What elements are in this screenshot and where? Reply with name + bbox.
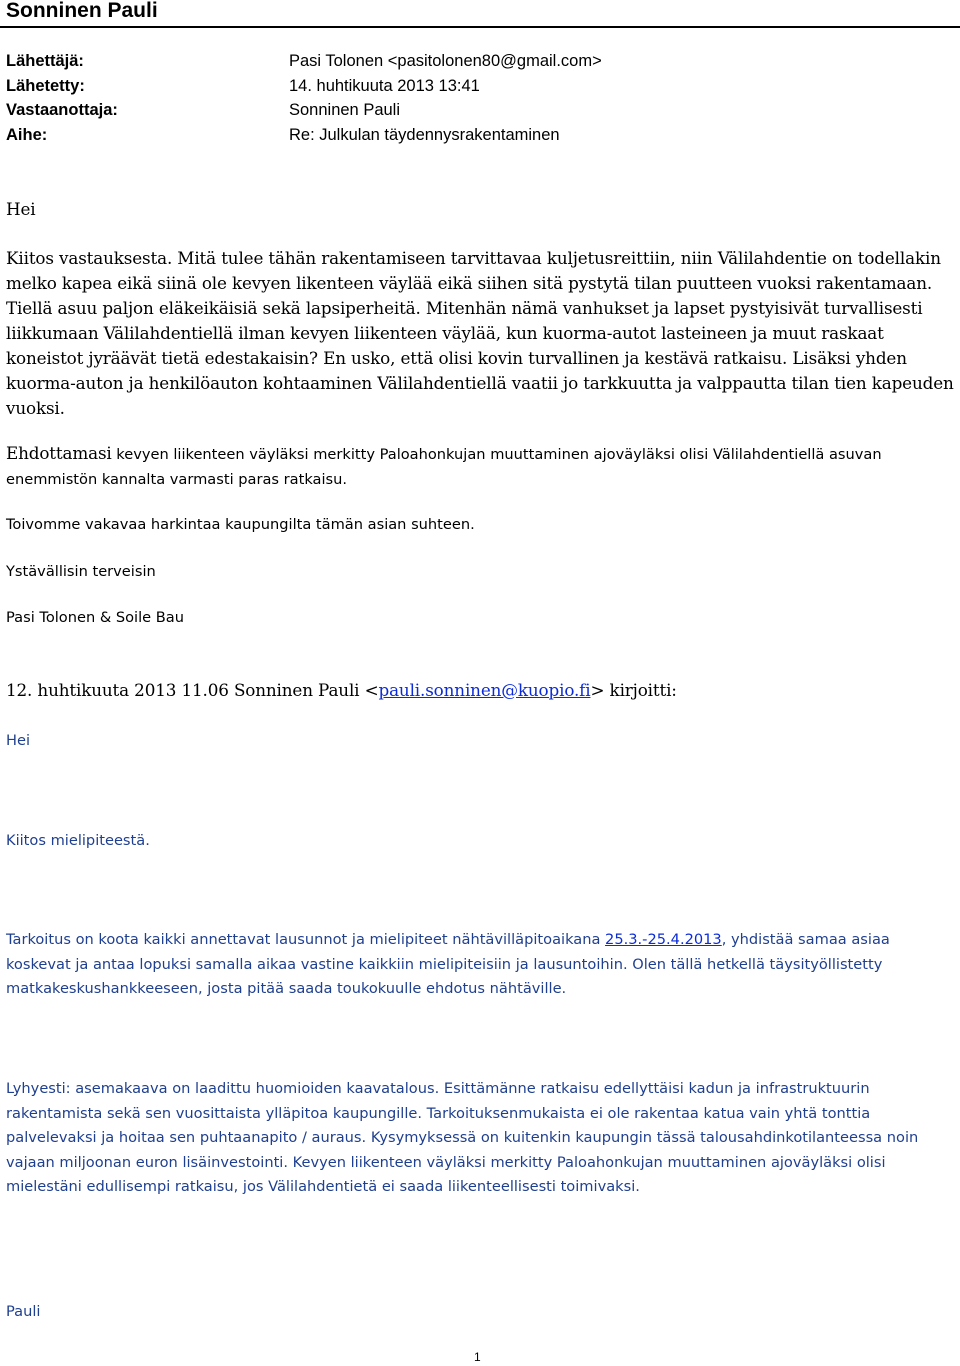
sent-label: Lähetetty: xyxy=(6,76,85,95)
quoted-paragraph-2: Lyhyesti: asemakaava on laadittu huomioiden kaavatalous. Esittämänne ratkaisu edellyttäisi kadun ja infrastruktuurin rakentamista sekä sen vuosittaista ylläpitoa kaupungille. Tarkoituksenmukaista ei ole rakentaa katua vain yhtä tonttia palvelevaksi ja hoitaa sen puhtaanapito / auraus. Kysymyksessä on kuitenkin kaupungin tässä talousahdinkotilanteessa noin vajaan miljoonan euron lisäinvestointi. Kevyen liikenteen väyläksi merkitty Paloahonkujan muuttaminen ajoväyläksi olisi mielestäni edullisempi ratkaisu, jos Välilahdentietä ei saada liikenteellisesti toimivaksi. xyxy=(6,1080,919,1195)
from-value: Pasi Tolonen <pasitolonen80@gmail.com> xyxy=(289,52,602,70)
to-value: Sonninen Pauli xyxy=(289,101,401,119)
quote-intro-after: > kirjoitti: xyxy=(590,680,677,700)
title-divider xyxy=(0,26,960,28)
quoted-greeting: Hei xyxy=(6,732,31,749)
email-header-fields xyxy=(6,49,602,147)
header-row-to xyxy=(6,98,602,123)
reply-greeting: Hei xyxy=(6,199,36,219)
quoted-paragraph-1-before: Tarkoitus on koota kaikki annettavat lausunnot ja mielipiteet nähtävilläpitoaikana xyxy=(6,931,606,948)
header-row-subject xyxy=(6,123,602,148)
reply-paragraph-3: Toivomme vakavaa harkintaa kaupungilta tämän asian suhteen. xyxy=(6,516,475,533)
subject-label: Aihe: xyxy=(6,125,48,144)
reply-signature: Pasi Tolonen & Soile Bau xyxy=(6,609,184,626)
quoted-thanks: Kiitos mielipiteestä. xyxy=(6,832,150,849)
reply-paragraph-2-lead: Ehdottamasi xyxy=(6,443,112,463)
to-label: Vastaanottaja: xyxy=(6,101,118,119)
reply-closing: Ystävällisin terveisin xyxy=(6,563,156,580)
header-row-sent xyxy=(6,74,602,99)
sent-value: 14. huhtikuuta 2013 13:41 xyxy=(289,76,480,95)
header-row-from xyxy=(6,49,602,74)
quoted-paragraph-1-after: , yhdistää samaa asiaa koskevat ja antaa lopuksi samalla aikaa vastine kaikkiin mielipiteisiin ja lausuntoihin. Olen tällä hetkellä täysityöllistetty matkakeskushankkeeseen, josta pitää saada toukokuulle ehdotus nähtäville. xyxy=(6,931,890,997)
quote-intro-before: 12. huhtikuuta 2013 11.06 Sonninen Pauli < xyxy=(6,680,379,700)
email-sender-title: Sonninen Pauli xyxy=(6,0,158,22)
from-label: Lähettäjä: xyxy=(6,52,84,70)
page-number: 1 xyxy=(474,1350,481,1364)
subject-value: Re: Julkulan täydennysrakentaminen xyxy=(289,125,560,144)
reply-paragraph-1: Kiitos vastauksesta. Mitä tulee tähän rakentamiseen tarvittavaa kuljetusreittiin, niin Välilahdentie on todellakin melko kapea eikä siinä ole kevyen likenteen väylää eikä siihen sitä pystytä tilan puutteen vuoksi rakentamaan. Tiellä asuu paljon eläkeikäisiä sekä lapsiperheitä. Mitenhän nämä vanhukset ja lapset pystyisivät turvallisesti liikkumaan Välilahdentiellä ilman kevyen liikenteen väylää, kun kuorma-autot lasteineen ja muut raskaat koneistot jyräävät tietä edestakaisin? En usko, että olisi kovin turvallinen ja kestävä ratkaisu. Lisäksi yhden kuorma-auton ja henkilöauton kohtaaminen Välilahdentiellä vaatii jo tarkkuutta ja valppautta tilan tien kapeuden vuoksi. xyxy=(6,248,954,418)
quoted-paragraph-1 xyxy=(6,928,956,1002)
quoted-signature: Pauli xyxy=(6,1303,41,1320)
quote-intro xyxy=(6,678,956,703)
reply-paragraph-2-rest: kevyen liikenteen väyläksi merkitty Paloahonkujan muuttaminen ajoväyläksi olisi Välilahdentiellä asuvan enemmistön kannalta varmasti paras ratkaisu. xyxy=(6,446,882,488)
date-range-link[interactable]: 25.3.-25.4.2013 xyxy=(605,931,722,948)
quoted-sender-email-link[interactable]: pauli.sonninen@kuopio.fi xyxy=(378,680,591,700)
reply-paragraph-2 xyxy=(6,441,956,492)
